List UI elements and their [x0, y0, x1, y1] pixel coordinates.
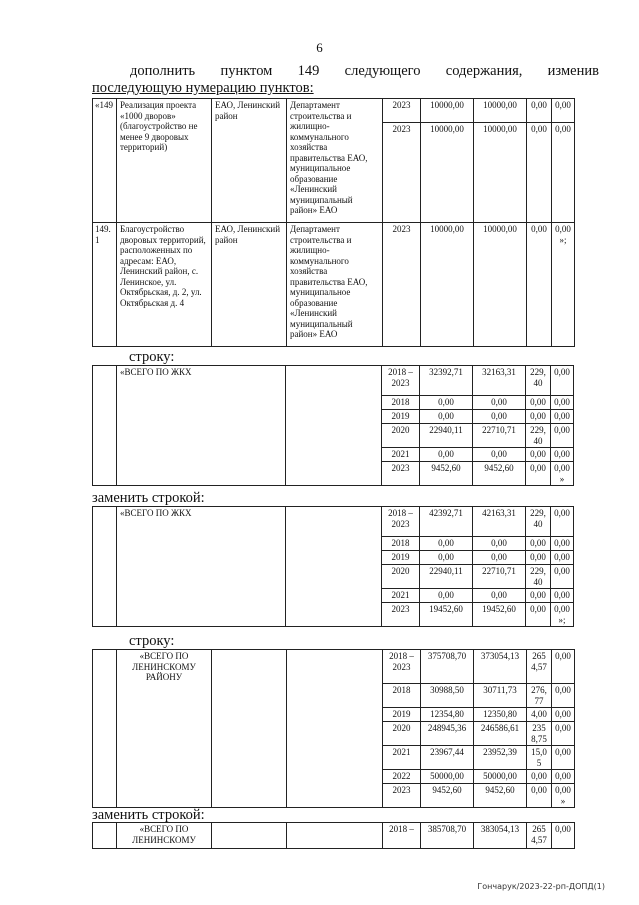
budget-b-cell: 0,00 — [526, 589, 551, 603]
table-row — [93, 507, 574, 537]
total-cell: 0,00 — [420, 551, 473, 565]
budget-a-cell: 0,00 — [473, 589, 526, 603]
total-cell: 32392,71 — [420, 366, 473, 396]
section-label: строку: — [129, 349, 175, 365]
year-cell: 2018 – 2023 — [382, 507, 420, 537]
year-cell: 2018 — [383, 684, 421, 708]
year-cell: 2018 – — [383, 823, 421, 849]
empty-cell — [93, 366, 117, 486]
empty-cell — [287, 823, 383, 849]
budget-b-cell: 0,00 — [526, 462, 551, 486]
total-cell: 10000,00 — [421, 123, 474, 223]
total-name: «ВСЕГО ПО ЛЕНИНСКОМУ РАЙОНУ — [117, 650, 212, 808]
year-cell: 2023 — [383, 223, 421, 347]
table-row — [93, 99, 575, 123]
budget-c-cell: 0,00 — [551, 565, 574, 589]
total-cell: 0,00 — [420, 448, 473, 462]
budget-a-cell: 10000,00 — [474, 123, 527, 223]
total-cell: 0,00 — [420, 396, 473, 410]
intro-word: следующего — [344, 63, 421, 79]
empty-cell — [93, 650, 117, 808]
budget-b-cell: 0,00 — [527, 784, 552, 808]
budget-c-cell: 0,00 — [551, 537, 574, 551]
total-cell: 9452,60 — [421, 784, 474, 808]
year-cell: 2018 – 2023 — [382, 366, 420, 396]
lenin-new-table — [92, 822, 575, 849]
intro-word: дополнить — [130, 63, 196, 79]
budget-c-cell: 0,00 — [551, 448, 574, 462]
budget-c-cell: 0,00 »; — [551, 603, 574, 627]
item-number: 149. 1 — [93, 223, 117, 347]
year-cell: 2022 — [383, 770, 421, 784]
intro-line-1 — [92, 63, 599, 80]
budget-b-cell: 229, 40 — [526, 565, 551, 589]
zhkh-new-table — [92, 506, 574, 627]
total-cell: 22940,11 — [420, 565, 473, 589]
budget-a-cell: 22710,71 — [473, 565, 526, 589]
budget-b-cell: 229, 40 — [526, 507, 551, 537]
item-149-table — [92, 98, 575, 347]
item-name: Благоустройство дворовых территорий, расположенных по адресам: ЕАО, Ленинский район, с. Ленинское, ул. Октябрьская, д. 2, ул. Октябрьская д. 4 — [117, 223, 212, 347]
budget-b-cell: 0,00 — [526, 551, 551, 565]
budget-a-cell: 32163,31 — [473, 366, 526, 396]
total-cell: 19452,60 — [420, 603, 473, 627]
budget-a-cell: 0,00 — [473, 396, 526, 410]
intro-word: содержания, — [445, 63, 523, 79]
budget-b-cell: 0,00 — [527, 99, 552, 123]
total-cell: 0,00 — [420, 589, 473, 603]
year-cell: 2019 — [383, 708, 421, 722]
total-cell: 0,00 — [420, 537, 473, 551]
budget-b-cell: 15,0 5 — [527, 746, 552, 770]
budget-b-cell: 0,00 — [526, 396, 551, 410]
budget-a-cell: 0,00 — [473, 410, 526, 424]
budget-c-cell: 0,00 — [551, 507, 574, 537]
year-cell: 2020 — [382, 565, 420, 589]
total-cell: 375708,70 — [421, 650, 474, 684]
total-cell: 23967,44 — [421, 746, 474, 770]
intro-word: пунктом — [220, 63, 273, 79]
year-cell: 2018 – 2023 — [383, 650, 421, 684]
year-cell: 2020 — [383, 722, 421, 746]
year-cell: 2023 — [383, 123, 421, 223]
section-label: заменить строкой: — [92, 807, 205, 823]
budget-a-cell: 9452,60 — [474, 784, 527, 808]
empty-cell — [93, 507, 117, 627]
year-cell: 2019 — [382, 551, 420, 565]
total-cell: 22940,11 — [420, 424, 473, 448]
budget-c-cell: 0,00 — [551, 410, 574, 424]
year-cell: 2021 — [382, 448, 420, 462]
budget-b-cell: 0,00 — [527, 223, 552, 347]
zhkh-old-table — [92, 365, 574, 486]
budget-b-cell: 0,00 — [527, 770, 552, 784]
budget-b-cell: 229, 40 — [526, 424, 551, 448]
budget-c-cell: 0,00 — [551, 366, 574, 396]
budget-a-cell: 50000,00 — [474, 770, 527, 784]
budget-a-cell: 373054,13 — [474, 650, 527, 684]
budget-a-cell: 0,00 — [473, 537, 526, 551]
intro-word: изменив — [547, 63, 599, 79]
page-number: 6 — [316, 40, 323, 55]
table-row — [93, 223, 575, 347]
budget-b-cell: 276, 77 — [527, 684, 552, 708]
budget-b-cell: 235 8,75 — [527, 722, 552, 746]
budget-b-cell: 0,00 — [526, 603, 551, 627]
budget-b-cell: 0,00 — [526, 537, 551, 551]
item-executor: Департамент строительства и жилищно-коммунального хозяйства правительства ЕАО, муниципальное образование «Ленинский муниципальный район» ЕАО — [287, 99, 383, 223]
lenin-old-table — [92, 649, 575, 808]
budget-c-cell: 0,00 — [552, 770, 575, 784]
budget-b-cell: 0,00 — [527, 123, 552, 223]
table-row — [93, 366, 574, 396]
year-cell: 2023 — [383, 99, 421, 123]
item-location: ЕАО, Ленинский район — [212, 223, 287, 347]
budget-c-cell: 0,00 — [552, 123, 575, 223]
budget-c-cell: 0,00 — [552, 722, 575, 746]
budget-c-cell: 0,00 — [551, 551, 574, 565]
total-cell: 10000,00 — [421, 223, 474, 347]
budget-c-cell: 0,00 — [552, 746, 575, 770]
year-cell: 2018 — [382, 537, 420, 551]
footer-reference: Гончарук/2023-22-рп-ДОПД(1) — [477, 882, 605, 891]
budget-c-cell: 0,00 »; — [552, 223, 575, 347]
empty-cell — [286, 366, 382, 486]
budget-a-cell: 383054,13 — [474, 823, 527, 849]
total-name: «ВСЕГО ПО ЛЕНИНСКОМУ — [117, 823, 212, 849]
item-name: Реализация проекта «1000 дворов» (благоустройство не менее 9 дворовых территорий) — [117, 99, 212, 223]
total-cell: 10000,00 — [421, 99, 474, 123]
budget-b-cell: 0,00 — [526, 410, 551, 424]
budget-a-cell: 10000,00 — [474, 99, 527, 123]
year-cell: 2019 — [382, 410, 420, 424]
item-number: «149 — [93, 99, 117, 223]
empty-cell — [212, 650, 287, 808]
empty-cell — [286, 507, 382, 627]
table-row — [93, 823, 575, 849]
budget-a-cell: 22710,71 — [473, 424, 526, 448]
year-cell: 2020 — [382, 424, 420, 448]
year-cell: 2023 — [383, 784, 421, 808]
intro-line-2: последующую нумерацию пунктов: — [92, 80, 314, 96]
budget-a-cell: 42163,31 — [473, 507, 526, 537]
budget-b-cell: 229, 40 — [526, 366, 551, 396]
intro-word: 149 — [297, 63, 320, 79]
budget-a-cell: 9452,60 — [473, 462, 526, 486]
item-executor: Департамент строительства и жилищно-коммунального хозяйства правительства ЕАО, муниципальное образование «Ленинский муниципальный район» ЕАО — [287, 223, 383, 347]
budget-a-cell: 0,00 — [473, 448, 526, 462]
total-cell: 385708,70 — [421, 823, 474, 849]
budget-c-cell: 0,00 » — [551, 462, 574, 486]
total-cell: 12354,80 — [421, 708, 474, 722]
total-cell: 248945,36 — [421, 722, 474, 746]
budget-c-cell: 0,00 — [552, 684, 575, 708]
total-cell: 30988,50 — [421, 684, 474, 708]
budget-c-cell: 0,00 — [551, 589, 574, 603]
budget-a-cell: 30711,73 — [474, 684, 527, 708]
total-cell: 0,00 — [420, 410, 473, 424]
item-location: ЕАО, Ленинский район — [212, 99, 287, 223]
total-cell: 9452,60 — [420, 462, 473, 486]
year-cell: 2023 — [382, 603, 420, 627]
budget-a-cell: 246586,61 — [474, 722, 527, 746]
budget-c-cell: 0,00 — [551, 424, 574, 448]
budget-c-cell: 0,00 » — [552, 784, 575, 808]
budget-a-cell: 19452,60 — [473, 603, 526, 627]
budget-c-cell: 0,00 — [551, 396, 574, 410]
empty-cell — [287, 650, 383, 808]
budget-c-cell: 0,00 — [552, 708, 575, 722]
budget-b-cell: 265 4,57 — [527, 650, 552, 684]
empty-cell — [93, 823, 117, 849]
year-cell: 2021 — [382, 589, 420, 603]
budget-a-cell: 12350,80 — [474, 708, 527, 722]
budget-b-cell: 265 4,57 — [527, 823, 552, 849]
budget-a-cell: 23952,39 — [474, 746, 527, 770]
total-cell: 50000,00 — [421, 770, 474, 784]
section-label: строку: — [129, 633, 175, 649]
budget-a-cell: 0,00 — [473, 551, 526, 565]
section-label: заменить строкой: — [92, 490, 205, 506]
year-cell: 2018 — [382, 396, 420, 410]
table-row — [93, 650, 575, 684]
intro-paragraph — [92, 63, 599, 97]
budget-c-cell: 0,00 — [552, 650, 575, 684]
total-name: «ВСЕГО ПО ЖКХ — [117, 507, 286, 627]
empty-cell — [212, 823, 287, 849]
total-cell: 42392,71 — [420, 507, 473, 537]
year-cell: 2021 — [383, 746, 421, 770]
budget-b-cell: 0,00 — [526, 448, 551, 462]
budget-a-cell: 10000,00 — [474, 223, 527, 347]
total-name: «ВСЕГО ПО ЖКХ — [117, 366, 286, 486]
budget-b-cell: 4,00 — [527, 708, 552, 722]
year-cell: 2023 — [382, 462, 420, 486]
budget-c-cell: 0,00 — [552, 99, 575, 123]
budget-c-cell: 0,00 — [552, 823, 575, 849]
